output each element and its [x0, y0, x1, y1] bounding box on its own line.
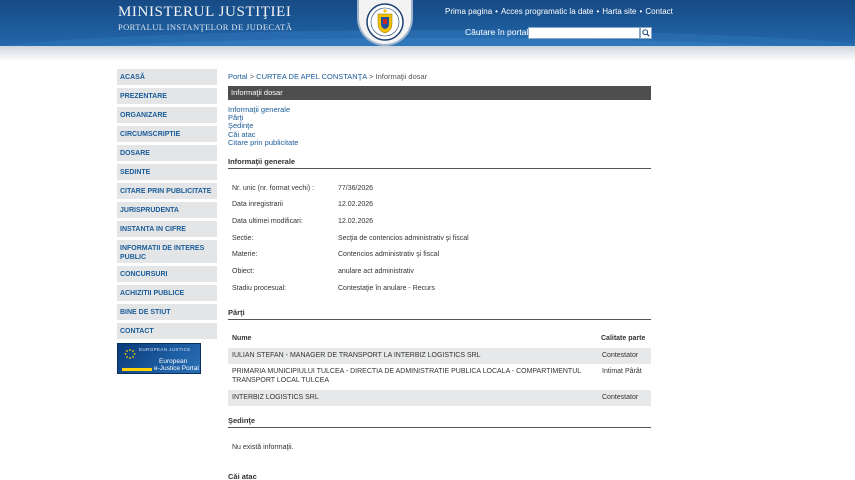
info-value: Contencios administrativ şi fiscal — [338, 251, 440, 258]
info-value: anulare act administrativ — [338, 268, 414, 275]
section-heading-general: Informaţii generale — [228, 157, 651, 169]
section-heading-parti: Părţi — [228, 308, 651, 320]
section-quicklinks — [228, 106, 298, 147]
info-label: Materie: — [232, 251, 258, 258]
quicklink-informatii-generale[interactable]: Informaţii generale — [228, 105, 291, 114]
coat-of-arms-icon[interactable] — [357, 0, 413, 46]
info-label: Data ultimei modificari: — [232, 218, 303, 225]
info-label: Data inregistrarii — [232, 201, 283, 208]
party-role: Contestator — [602, 352, 639, 359]
info-value: Contestaţie în anulare - Recurs — [338, 285, 435, 292]
info-label: Nr. unic (nr. format vechi) : — [232, 185, 315, 192]
party-name: PRIMARIA MUNICIPIULUI TULCEA - DIRECTIA DE ADMINISTRATIE PUBLICA LOCALA - COMPARTIMENTUL TRANSPORT LOCAL TULCEA — [232, 368, 581, 384]
sidebar-item-bine-de-stiut[interactable]: BINE DE STIUT — [117, 304, 217, 320]
ejustice-line1: European — [159, 358, 188, 365]
search-label: Căutare în portal — [465, 27, 529, 37]
party-name: INTERBIZ LOGISTICS SRL — [232, 394, 319, 401]
info-value: Secţia de contencios administrativ şi fiscal — [338, 235, 469, 242]
sidebar-item-prezentare[interactable]: PREZENTARE — [117, 88, 217, 104]
search-input[interactable] — [528, 27, 640, 39]
breadcrumb-sep: > — [249, 72, 255, 81]
info-label: Stadiu procesual: — [232, 285, 287, 292]
sidebar-item-jurisprudenta[interactable]: JURISPRUDENTA — [117, 202, 217, 218]
party-name: IULIAN STEFAN - MANAGER DE TRANSPORT LA INTERBIZ LOGISTICS SRL — [232, 352, 481, 359]
breadcrumb-court[interactable]: CURTEA DE APEL CONSTANŢA — [256, 72, 367, 81]
quicklink-cai-atac[interactable]: Căi atac — [228, 129, 256, 139]
header-shadow — [0, 46, 855, 62]
sidebar-item-acasa[interactable]: ACASĂ — [117, 69, 217, 85]
sidebar-item-organizare[interactable]: ORGANIZARE — [117, 107, 217, 123]
party-role: Intimat Pârât — [602, 368, 642, 375]
column-header-calitate: Calitate parte — [601, 335, 646, 342]
sidebar-item-sedinte[interactable]: SEDINTE — [117, 164, 217, 180]
quicklink-sedinte[interactable]: Şedinţe — [228, 121, 254, 131]
link-harta-site[interactable]: Harta site — [602, 7, 637, 16]
sidebar-item-achizitii[interactable]: ACHIZITII PUBLICE — [117, 285, 217, 301]
site-title[interactable]: MINISTERUL JUSTIŢIEI — [118, 4, 292, 20]
separator: • — [639, 7, 643, 16]
ejustice-line2: e-Justice Portal — [154, 365, 199, 372]
ejustice-stripe — [122, 368, 152, 371]
search-icon — [642, 29, 650, 37]
link-contact[interactable]: Contact — [645, 7, 673, 16]
ejustice-eu-text: EUROPEAN JUSTICE — [139, 347, 191, 352]
info-value: 77/36/2026 — [338, 185, 374, 192]
breadcrumb-current: Informaţii dosar — [375, 72, 428, 81]
info-value: 12.02.2026 — [338, 201, 374, 208]
sidebar-item-citare[interactable]: CITARE PRIN PUBLICITATE — [117, 183, 217, 199]
sidebar-item-dosare[interactable]: DOSARE — [117, 145, 217, 161]
sidebar-item-circumscriptie[interactable]: CIRCUMSCRIPTIE — [117, 126, 217, 142]
link-prima-pagina[interactable]: Prima pagina — [445, 7, 493, 16]
page-title: Informaţii dosar — [228, 86, 651, 100]
table-row — [228, 390, 651, 406]
breadcrumb — [228, 72, 427, 81]
section-heading-cai-atac: Căi atac — [228, 472, 257, 480]
info-label: Obiect: — [232, 268, 255, 275]
quicklink-citare[interactable]: Citare prin publicitate — [228, 137, 299, 147]
quicklink-parti[interactable]: Părţi — [228, 113, 244, 123]
parti-table-header — [228, 333, 651, 345]
sidebar-item-instanta-in-cifre[interactable]: INSTANTA IN CIFRE — [117, 221, 217, 237]
sidebar-nav — [117, 69, 217, 342]
table-row — [228, 365, 651, 389]
party-role: Contestator — [602, 394, 639, 401]
separator: • — [596, 7, 600, 16]
breadcrumb-portal[interactable]: Portal — [228, 72, 248, 81]
sidebar-item-contact[interactable]: CONTACT — [117, 323, 217, 339]
section-heading-sedinte: Şedinţe — [228, 416, 651, 428]
info-label: Sectie: — [232, 235, 254, 242]
top-links — [445, 7, 673, 16]
ejustice-banner[interactable] — [117, 343, 201, 374]
column-header-nume: Nume — [232, 335, 252, 342]
search-button[interactable] — [640, 27, 652, 39]
link-acces-programatic[interactable]: Acces programatic la date — [500, 7, 594, 16]
sidebar-item-concursuri[interactable]: CONCURSURI — [117, 266, 217, 282]
sedinte-empty-message: Nu există informaţii. — [232, 444, 294, 451]
table-row — [228, 348, 651, 364]
sidebar-item-informatii-interes-public[interactable]: INFORMATII DE INTERES PUBLIC — [117, 240, 217, 263]
breadcrumb-sep: > — [369, 72, 374, 81]
site-subtitle: PORTALUL INSTANŢELOR DE JUDECATĂ — [118, 22, 293, 32]
separator: • — [495, 7, 498, 16]
info-value: 12.02.2026 — [338, 218, 374, 225]
